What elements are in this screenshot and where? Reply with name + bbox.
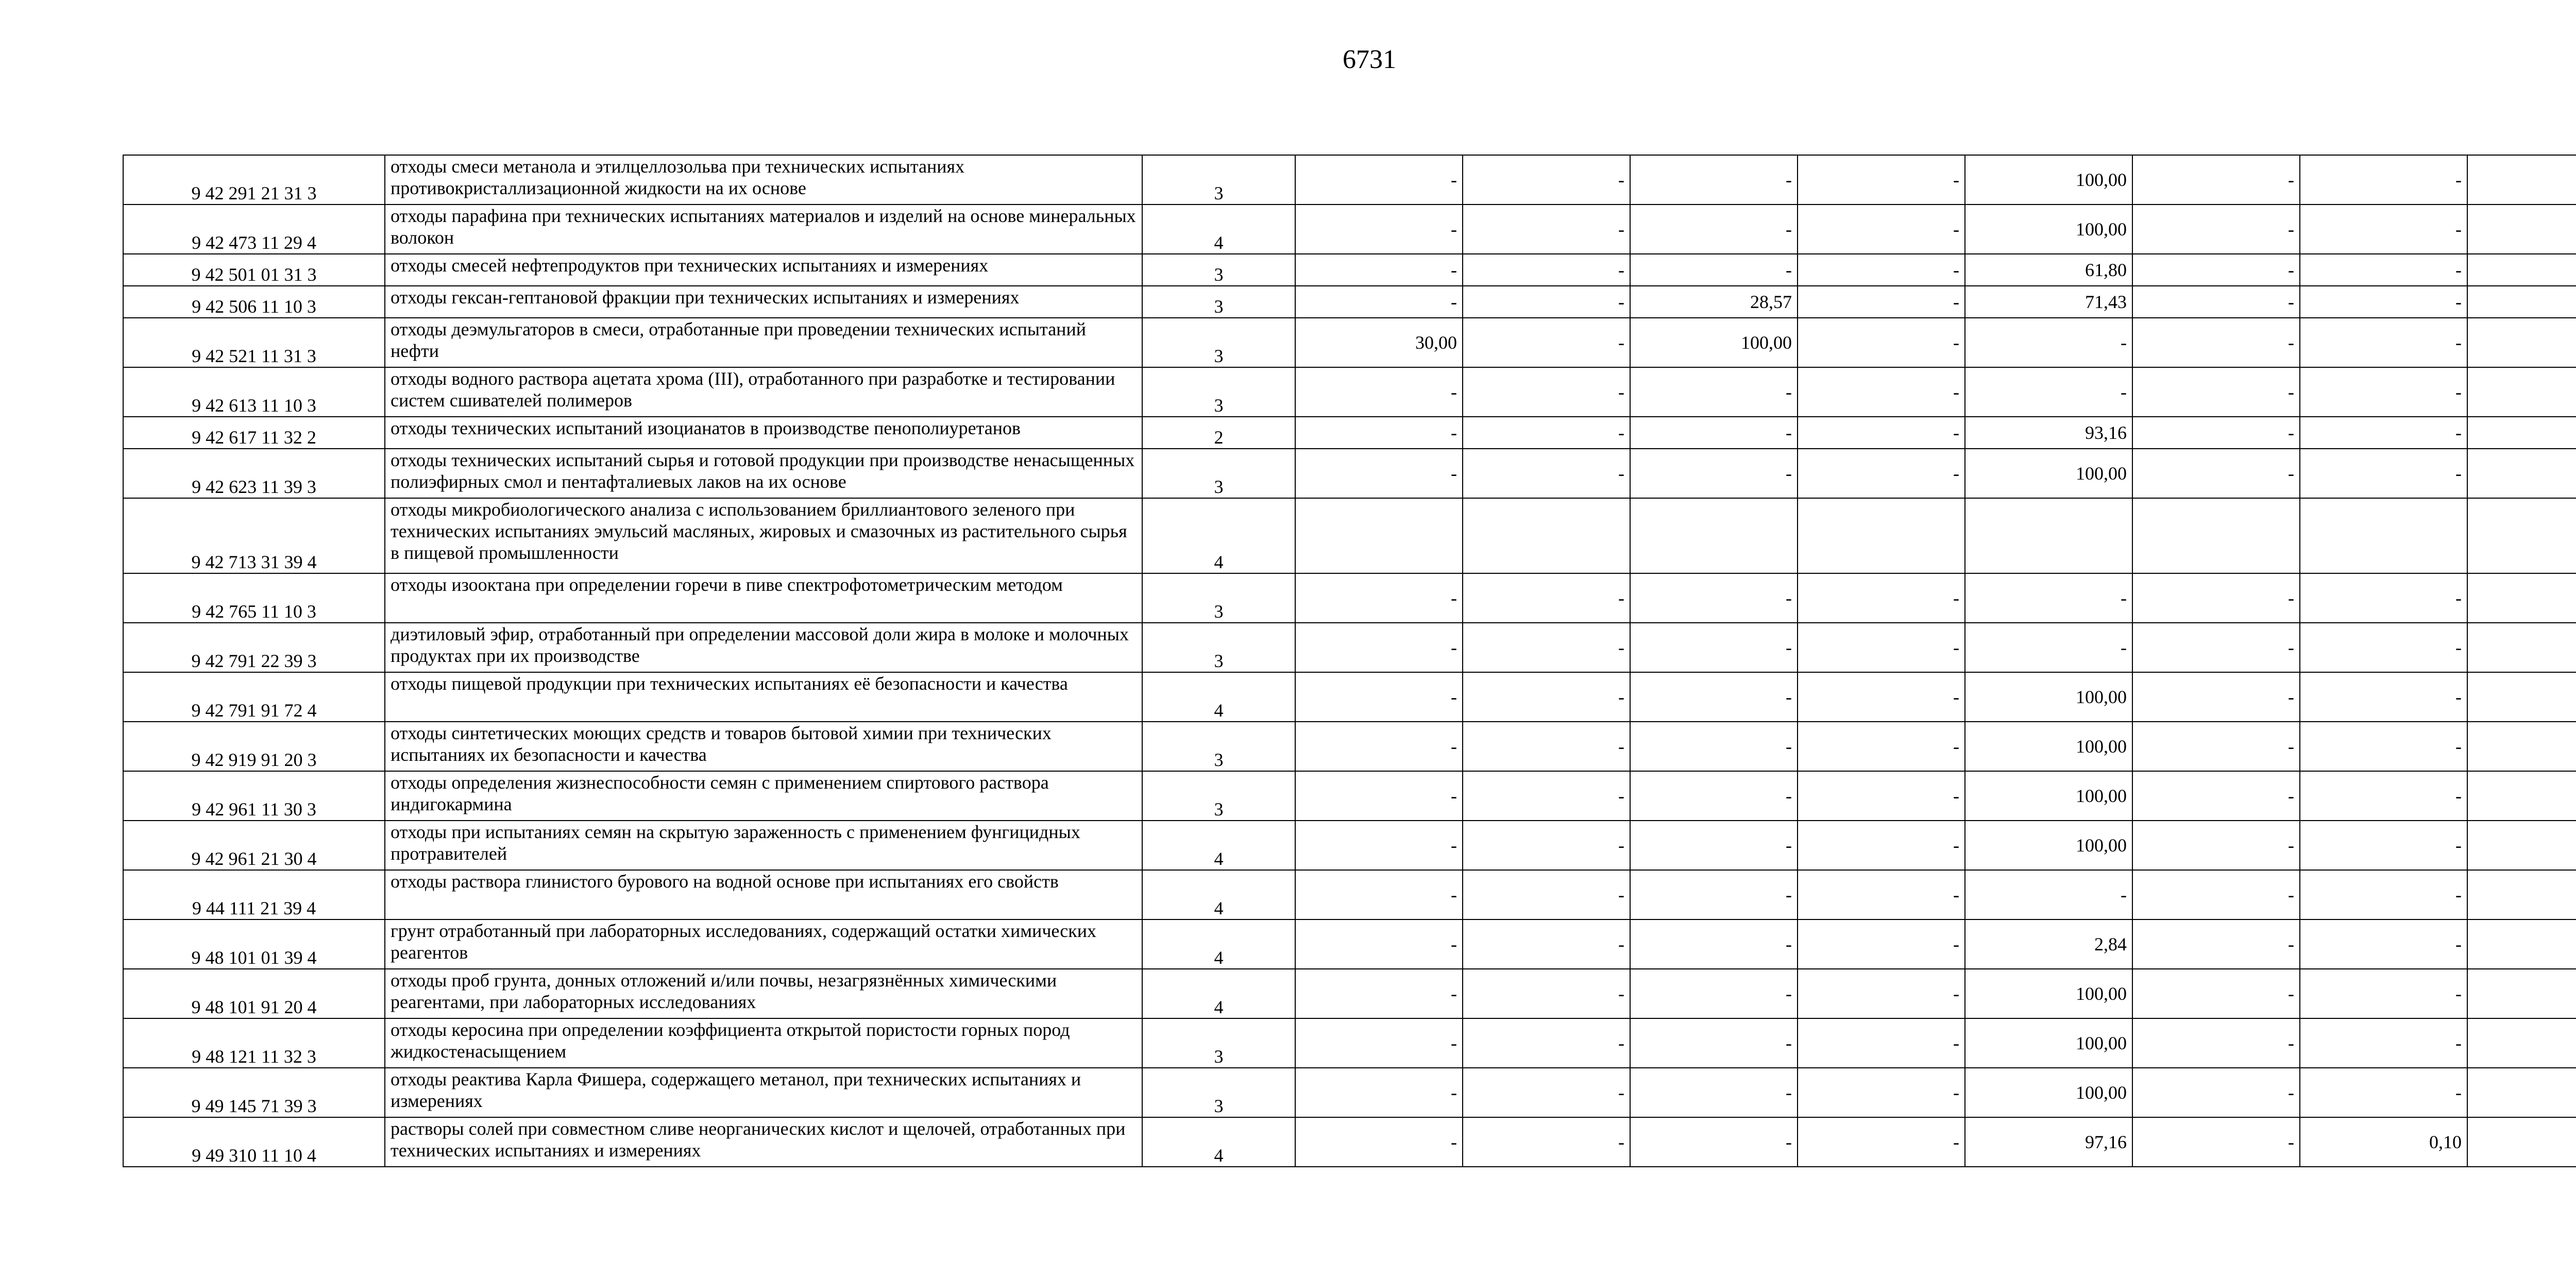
value-cell-4: - bbox=[1798, 771, 1965, 821]
value-cell-1: - bbox=[1295, 155, 1463, 205]
value-cell-2: - bbox=[1463, 318, 1630, 367]
value-cell-6: - bbox=[2132, 254, 2300, 286]
value-cell-1: - bbox=[1295, 205, 1463, 254]
value-cell-7: - bbox=[2300, 672, 2467, 722]
value-cell-4: - bbox=[1798, 1018, 1965, 1068]
value-cell-3: 28,57 bbox=[1630, 286, 1798, 318]
value-cell-5: 100,00 bbox=[1965, 1018, 2132, 1068]
value-cell-5: 100,00 bbox=[1965, 155, 2132, 205]
value-cell-2: - bbox=[1463, 623, 1630, 672]
value-cell-6: - bbox=[2132, 155, 2300, 205]
value-cell-2: - bbox=[1463, 969, 1630, 1018]
value-cell-8 bbox=[2467, 367, 2576, 417]
value-cell-4 bbox=[1798, 498, 1965, 573]
value-cell-6: - bbox=[2132, 771, 2300, 821]
table-row bbox=[123, 498, 2576, 573]
table-row bbox=[123, 367, 2576, 417]
value-cell-4: - bbox=[1798, 1117, 1965, 1167]
value-cell-3: - bbox=[1630, 449, 1798, 498]
value-cell-1: - bbox=[1295, 969, 1463, 1018]
waste-code-cell: 9 42 613 11 10 3 bbox=[123, 367, 385, 417]
value-cell-2: - bbox=[1463, 919, 1630, 969]
value-cell-4: - bbox=[1798, 821, 1965, 870]
value-cell-4: - bbox=[1798, 318, 1965, 367]
value-cell-1: - bbox=[1295, 417, 1463, 449]
value-cell-8 bbox=[2467, 498, 2576, 573]
hazard-class-cell: 4 bbox=[1142, 205, 1295, 254]
waste-name-cell: отходы синтетических моющих средств и товаров бытовой химии при технических испытаниях их безопасности и качества bbox=[385, 722, 1142, 771]
value-cell-6: - bbox=[2132, 672, 2300, 722]
value-cell-3: - bbox=[1630, 417, 1798, 449]
value-cell-8 bbox=[2467, 870, 2576, 919]
value-cell-4: - bbox=[1798, 623, 1965, 672]
value-cell-5 bbox=[1965, 498, 2132, 573]
value-cell-1: - bbox=[1295, 367, 1463, 417]
waste-name-cell: отходы раствора глинистого бурового на водной основе при испытаниях его свойств bbox=[385, 870, 1142, 919]
value-cell-4: - bbox=[1798, 286, 1965, 318]
value-cell-1: - bbox=[1295, 919, 1463, 969]
value-cell-5: 100,00 bbox=[1965, 821, 2132, 870]
value-cell-7: - bbox=[2300, 286, 2467, 318]
value-cell-1: - bbox=[1295, 821, 1463, 870]
value-cell-5: 97,16 bbox=[1965, 1117, 2132, 1167]
value-cell-6: - bbox=[2132, 919, 2300, 969]
value-cell-6: - bbox=[2132, 318, 2300, 367]
value-cell-8 bbox=[2467, 969, 2576, 1018]
waste-code-cell: 9 49 145 71 39 3 bbox=[123, 1068, 385, 1117]
hazard-class-cell: 3 bbox=[1142, 254, 1295, 286]
value-cell-8 bbox=[2467, 771, 2576, 821]
table-row bbox=[123, 155, 2576, 205]
waste-code-cell: 9 48 101 91 20 4 bbox=[123, 969, 385, 1018]
waste-code-cell: 9 42 961 21 30 4 bbox=[123, 821, 385, 870]
value-cell-8 bbox=[2467, 672, 2576, 722]
value-cell-8 bbox=[2467, 573, 2576, 623]
value-cell-6: - bbox=[2132, 205, 2300, 254]
value-cell-6: - bbox=[2132, 1018, 2300, 1068]
value-cell-3: - bbox=[1630, 573, 1798, 623]
value-cell-2: - bbox=[1463, 771, 1630, 821]
value-cell-4: - bbox=[1798, 722, 1965, 771]
value-cell-8 bbox=[2467, 919, 2576, 969]
value-cell-2: - bbox=[1463, 205, 1630, 254]
value-cell-1: - bbox=[1295, 1068, 1463, 1117]
value-cell-7: - bbox=[2300, 771, 2467, 821]
value-cell-1: 30,00 bbox=[1295, 318, 1463, 367]
value-cell-3: - bbox=[1630, 1117, 1798, 1167]
hazard-class-cell: 3 bbox=[1142, 1068, 1295, 1117]
value-cell-5: - bbox=[1965, 367, 2132, 417]
hazard-class-cell: 3 bbox=[1142, 318, 1295, 367]
value-cell-6: - bbox=[2132, 417, 2300, 449]
hazard-class-cell: 3 bbox=[1142, 449, 1295, 498]
waste-code-cell: 9 42 617 11 32 2 bbox=[123, 417, 385, 449]
value-cell-4: - bbox=[1798, 672, 1965, 722]
value-cell-3: - bbox=[1630, 1068, 1798, 1117]
value-cell-3 bbox=[1630, 498, 1798, 573]
value-cell-3: - bbox=[1630, 367, 1798, 417]
table-row bbox=[123, 254, 2576, 286]
hazard-class-cell: 4 bbox=[1142, 821, 1295, 870]
value-cell-8 bbox=[2467, 155, 2576, 205]
value-cell-8 bbox=[2467, 1068, 2576, 1117]
value-cell-6: - bbox=[2132, 449, 2300, 498]
value-cell-3: - bbox=[1630, 672, 1798, 722]
value-cell-3: - bbox=[1630, 205, 1798, 254]
value-cell-5: - bbox=[1965, 870, 2132, 919]
waste-code-cell: 9 48 101 01 39 4 bbox=[123, 919, 385, 969]
value-cell-1: - bbox=[1295, 672, 1463, 722]
value-cell-3: - bbox=[1630, 969, 1798, 1018]
value-cell-8 bbox=[2467, 1018, 2576, 1068]
value-cell-2: - bbox=[1463, 1117, 1630, 1167]
value-cell-7: - bbox=[2300, 870, 2467, 919]
waste-name-cell: отходы пищевой продукции при технических испытаниях её безопасности и качества bbox=[385, 672, 1142, 722]
value-cell-2: - bbox=[1463, 155, 1630, 205]
waste-name-cell: отходы определения жизнеспособности семян с применением спиртового раствора индигокармина bbox=[385, 771, 1142, 821]
value-cell-7: - bbox=[2300, 205, 2467, 254]
value-cell-1: - bbox=[1295, 771, 1463, 821]
value-cell-5: - bbox=[1965, 318, 2132, 367]
value-cell-5: - bbox=[1965, 573, 2132, 623]
hazard-class-cell: 3 bbox=[1142, 155, 1295, 205]
value-cell-2 bbox=[1463, 498, 1630, 573]
waste-name-cell: отходы смесей нефтепродуктов при технических испытаниях и измерениях bbox=[385, 254, 1142, 286]
value-cell-5: 100,00 bbox=[1965, 672, 2132, 722]
table-row bbox=[123, 1068, 2576, 1117]
waste-code-cell: 9 42 961 11 30 3 bbox=[123, 771, 385, 821]
value-cell-6: - bbox=[2132, 722, 2300, 771]
value-cell-3: - bbox=[1630, 722, 1798, 771]
waste-code-cell: 9 42 791 22 39 3 bbox=[123, 623, 385, 672]
value-cell-5: 71,43 bbox=[1965, 286, 2132, 318]
value-cell-3: - bbox=[1630, 821, 1798, 870]
value-cell-1: - bbox=[1295, 254, 1463, 286]
waste-name-cell: отходы водного раствора ацетата хрома (III), отработанного при разработке и тестировании систем сшивателей полимеров bbox=[385, 367, 1142, 417]
waste-code-cell: 9 42 506 11 10 3 bbox=[123, 286, 385, 318]
value-cell-2: - bbox=[1463, 367, 1630, 417]
table-row bbox=[123, 722, 2576, 771]
value-cell-3: - bbox=[1630, 623, 1798, 672]
value-cell-7: - bbox=[2300, 318, 2467, 367]
value-cell-4: - bbox=[1798, 254, 1965, 286]
hazard-class-cell: 4 bbox=[1142, 870, 1295, 919]
value-cell-1: - bbox=[1295, 722, 1463, 771]
hazard-class-cell: 3 bbox=[1142, 1018, 1295, 1068]
value-cell-6: - bbox=[2132, 821, 2300, 870]
table-row bbox=[123, 573, 2576, 623]
value-cell-2: - bbox=[1463, 286, 1630, 318]
hazard-class-cell: 3 bbox=[1142, 367, 1295, 417]
value-cell-2: - bbox=[1463, 1068, 1630, 1117]
value-cell-5: 100,00 bbox=[1965, 205, 2132, 254]
value-cell-5: 61,80 bbox=[1965, 254, 2132, 286]
value-cell-4: - bbox=[1798, 205, 1965, 254]
value-cell-5: 100,00 bbox=[1965, 969, 2132, 1018]
waste-name-cell: отходы смеси метанола и этилцеллозольва при технических испытаниях противокристаллизационной жидкости на их основе bbox=[385, 155, 1142, 205]
value-cell-7: - bbox=[2300, 449, 2467, 498]
waste-name-cell: отходы деэмульгаторов в смеси, отработанные при проведении технических испытаний нефти bbox=[385, 318, 1142, 367]
waste-name-cell: отходы микробиологического анализа с использованием бриллиантового зеленого при технических испытаниях эмульсий масляных, жировых и смазочных из растительного сырья в пищевой промышленности bbox=[385, 498, 1142, 573]
value-cell-6: - bbox=[2132, 969, 2300, 1018]
value-cell-5: 100,00 bbox=[1965, 1068, 2132, 1117]
waste-name-cell: диэтиловый эфир, отработанный при определении массовой доли жира в молоке и молочных продуктах при их производстве bbox=[385, 623, 1142, 672]
waste-code-cell: 9 42 623 11 39 3 bbox=[123, 449, 385, 498]
waste-name-cell: отходы проб грунта, донных отложений и/или почвы, незагрязнённых химическими реагентами, при лабораторных исследованиях bbox=[385, 969, 1142, 1018]
value-cell-7 bbox=[2300, 498, 2467, 573]
value-cell-7: - bbox=[2300, 1018, 2467, 1068]
value-cell-4: - bbox=[1798, 367, 1965, 417]
waste-code-cell: 9 42 521 11 31 3 bbox=[123, 318, 385, 367]
waste-code-cell: 9 42 713 31 39 4 bbox=[123, 498, 385, 573]
waste-code-cell: 9 44 111 21 39 4 bbox=[123, 870, 385, 919]
table-row bbox=[123, 417, 2576, 449]
waste-name-cell: отходы при испытаниях семян на скрытую зараженность с применением фунгицидных протравителей bbox=[385, 821, 1142, 870]
value-cell-5: 100,00 bbox=[1965, 722, 2132, 771]
value-cell-7: - bbox=[2300, 254, 2467, 286]
value-cell-7: - bbox=[2300, 722, 2467, 771]
value-cell-3: - bbox=[1630, 919, 1798, 969]
table-row bbox=[123, 623, 2576, 672]
value-cell-8 bbox=[2467, 821, 2576, 870]
value-cell-2: - bbox=[1463, 449, 1630, 498]
value-cell-1: - bbox=[1295, 1117, 1463, 1167]
hazard-class-cell: 3 bbox=[1142, 573, 1295, 623]
hazard-class-cell: 3 bbox=[1142, 722, 1295, 771]
value-cell-5: 93,16 bbox=[1965, 417, 2132, 449]
table-row bbox=[123, 919, 2576, 969]
value-cell-8 bbox=[2467, 254, 2576, 286]
value-cell-4: - bbox=[1798, 573, 1965, 623]
waste-name-cell: отходы керосина при определении коэффициента открытой пористости горных пород жидкостенасыщением bbox=[385, 1018, 1142, 1068]
value-cell-7: - bbox=[2300, 821, 2467, 870]
value-cell-6: - bbox=[2132, 1117, 2300, 1167]
waste-name-cell: растворы солей при совместном сливе неорганических кислот и щелочей, отработанных при технических испытаниях и измерениях bbox=[385, 1117, 1142, 1167]
value-cell-2: - bbox=[1463, 573, 1630, 623]
value-cell-3: - bbox=[1630, 254, 1798, 286]
table-row bbox=[123, 821, 2576, 870]
table-row bbox=[123, 318, 2576, 367]
value-cell-6: - bbox=[2132, 573, 2300, 623]
waste-name-cell: грунт отработанный при лабораторных исследованиях, содержащий остатки химических реагентов bbox=[385, 919, 1142, 969]
value-cell-6: - bbox=[2132, 286, 2300, 318]
value-cell-3: 100,00 bbox=[1630, 318, 1798, 367]
value-cell-5: 2,84 bbox=[1965, 919, 2132, 969]
value-cell-2: - bbox=[1463, 1018, 1630, 1068]
table-row bbox=[123, 672, 2576, 722]
waste-name-cell: отходы изооктана при определении горечи в пиве спектрофотометрическим методом bbox=[385, 573, 1142, 623]
table-row bbox=[123, 969, 2576, 1018]
value-cell-3: - bbox=[1630, 771, 1798, 821]
value-cell-8 bbox=[2467, 318, 2576, 367]
value-cell-3: - bbox=[1630, 870, 1798, 919]
waste-code-cell: 9 48 121 11 32 3 bbox=[123, 1018, 385, 1068]
waste-code-cell: 9 42 501 01 31 3 bbox=[123, 254, 385, 286]
waste-name-cell: отходы парафина при технических испытаниях материалов и изделий на основе минеральных волокон bbox=[385, 205, 1142, 254]
table-row bbox=[123, 449, 2576, 498]
value-cell-3: - bbox=[1630, 155, 1798, 205]
value-cell-6: - bbox=[2132, 367, 2300, 417]
value-cell-5: - bbox=[1965, 623, 2132, 672]
hazard-class-cell: 4 bbox=[1142, 919, 1295, 969]
value-cell-2: - bbox=[1463, 672, 1630, 722]
value-cell-2: - bbox=[1463, 870, 1630, 919]
hazard-class-cell: 4 bbox=[1142, 969, 1295, 1018]
value-cell-8 bbox=[2467, 1117, 2576, 1167]
value-cell-8 bbox=[2467, 449, 2576, 498]
value-cell-4: - bbox=[1798, 969, 1965, 1018]
table-row bbox=[123, 1117, 2576, 1167]
value-cell-1: - bbox=[1295, 573, 1463, 623]
hazard-class-cell: 4 bbox=[1142, 672, 1295, 722]
value-cell-2: - bbox=[1463, 722, 1630, 771]
value-cell-4: - bbox=[1798, 155, 1965, 205]
value-cell-5: 100,00 bbox=[1965, 771, 2132, 821]
hazard-class-cell: 3 bbox=[1142, 286, 1295, 318]
value-cell-4: - bbox=[1798, 1068, 1965, 1117]
table-row bbox=[123, 205, 2576, 254]
value-cell-7: - bbox=[2300, 417, 2467, 449]
value-cell-2: - bbox=[1463, 254, 1630, 286]
table-row bbox=[123, 771, 2576, 821]
value-cell-1: - bbox=[1295, 870, 1463, 919]
waste-code-cell: 9 42 765 11 10 3 bbox=[123, 573, 385, 623]
value-cell-8 bbox=[2467, 205, 2576, 254]
waste-name-cell: отходы технических испытаний сырья и готовой продукции при производстве ненасыщенных полиэфирных смол и пентафталиевых лаков на их основе bbox=[385, 449, 1142, 498]
waste-table bbox=[123, 155, 2576, 1167]
value-cell-4: - bbox=[1798, 870, 1965, 919]
value-cell-7: - bbox=[2300, 623, 2467, 672]
value-cell-6: - bbox=[2132, 870, 2300, 919]
waste-code-cell: 9 49 310 11 10 4 bbox=[123, 1117, 385, 1167]
value-cell-8 bbox=[2467, 286, 2576, 318]
value-cell-1: - bbox=[1295, 1018, 1463, 1068]
value-cell-7: - bbox=[2300, 155, 2467, 205]
value-cell-5: 100,00 bbox=[1965, 449, 2132, 498]
value-cell-1: - bbox=[1295, 449, 1463, 498]
waste-code-cell: 9 42 291 21 31 3 bbox=[123, 155, 385, 205]
value-cell-4: - bbox=[1798, 919, 1965, 969]
value-cell-7: - bbox=[2300, 1068, 2467, 1117]
value-cell-7: 0,10 bbox=[2300, 1117, 2467, 1167]
page-number: 6731 bbox=[1343, 45, 1396, 74]
value-cell-6: - bbox=[2132, 623, 2300, 672]
hazard-class-cell: 4 bbox=[1142, 498, 1295, 573]
value-cell-7: - bbox=[2300, 573, 2467, 623]
waste-name-cell: отходы гексан-гептановой фракции при технических испытаниях и измерениях bbox=[385, 286, 1142, 318]
value-cell-2: - bbox=[1463, 417, 1630, 449]
waste-name-cell: отходы технических испытаний изоцианатов в производстве пенополиуретанов bbox=[385, 417, 1142, 449]
hazard-class-cell: 2 bbox=[1142, 417, 1295, 449]
table-row bbox=[123, 286, 2576, 318]
value-cell-1 bbox=[1295, 498, 1463, 573]
hazard-class-cell: 3 bbox=[1142, 623, 1295, 672]
value-cell-6: - bbox=[2132, 1068, 2300, 1117]
waste-code-cell: 9 42 919 91 20 3 bbox=[123, 722, 385, 771]
value-cell-1: - bbox=[1295, 286, 1463, 318]
value-cell-6 bbox=[2132, 498, 2300, 573]
table-row bbox=[123, 870, 2576, 919]
table-body bbox=[123, 155, 2576, 1167]
hazard-class-cell: 4 bbox=[1142, 1117, 1295, 1167]
waste-code-cell: 9 42 791 91 72 4 bbox=[123, 672, 385, 722]
value-cell-8 bbox=[2467, 417, 2576, 449]
value-cell-1: - bbox=[1295, 623, 1463, 672]
value-cell-3: - bbox=[1630, 1018, 1798, 1068]
value-cell-8 bbox=[2467, 623, 2576, 672]
value-cell-4: - bbox=[1798, 449, 1965, 498]
value-cell-7: - bbox=[2300, 367, 2467, 417]
value-cell-4: - bbox=[1798, 417, 1965, 449]
value-cell-2: - bbox=[1463, 821, 1630, 870]
waste-name-cell: отходы реактива Карла Фишера, содержащего метанол, при технических испытаниях и измерениях bbox=[385, 1068, 1142, 1117]
table-row bbox=[123, 1018, 2576, 1068]
value-cell-7: - bbox=[2300, 969, 2467, 1018]
waste-code-cell: 9 42 473 11 29 4 bbox=[123, 205, 385, 254]
value-cell-7: - bbox=[2300, 919, 2467, 969]
hazard-class-cell: 3 bbox=[1142, 771, 1295, 821]
value-cell-8 bbox=[2467, 722, 2576, 771]
